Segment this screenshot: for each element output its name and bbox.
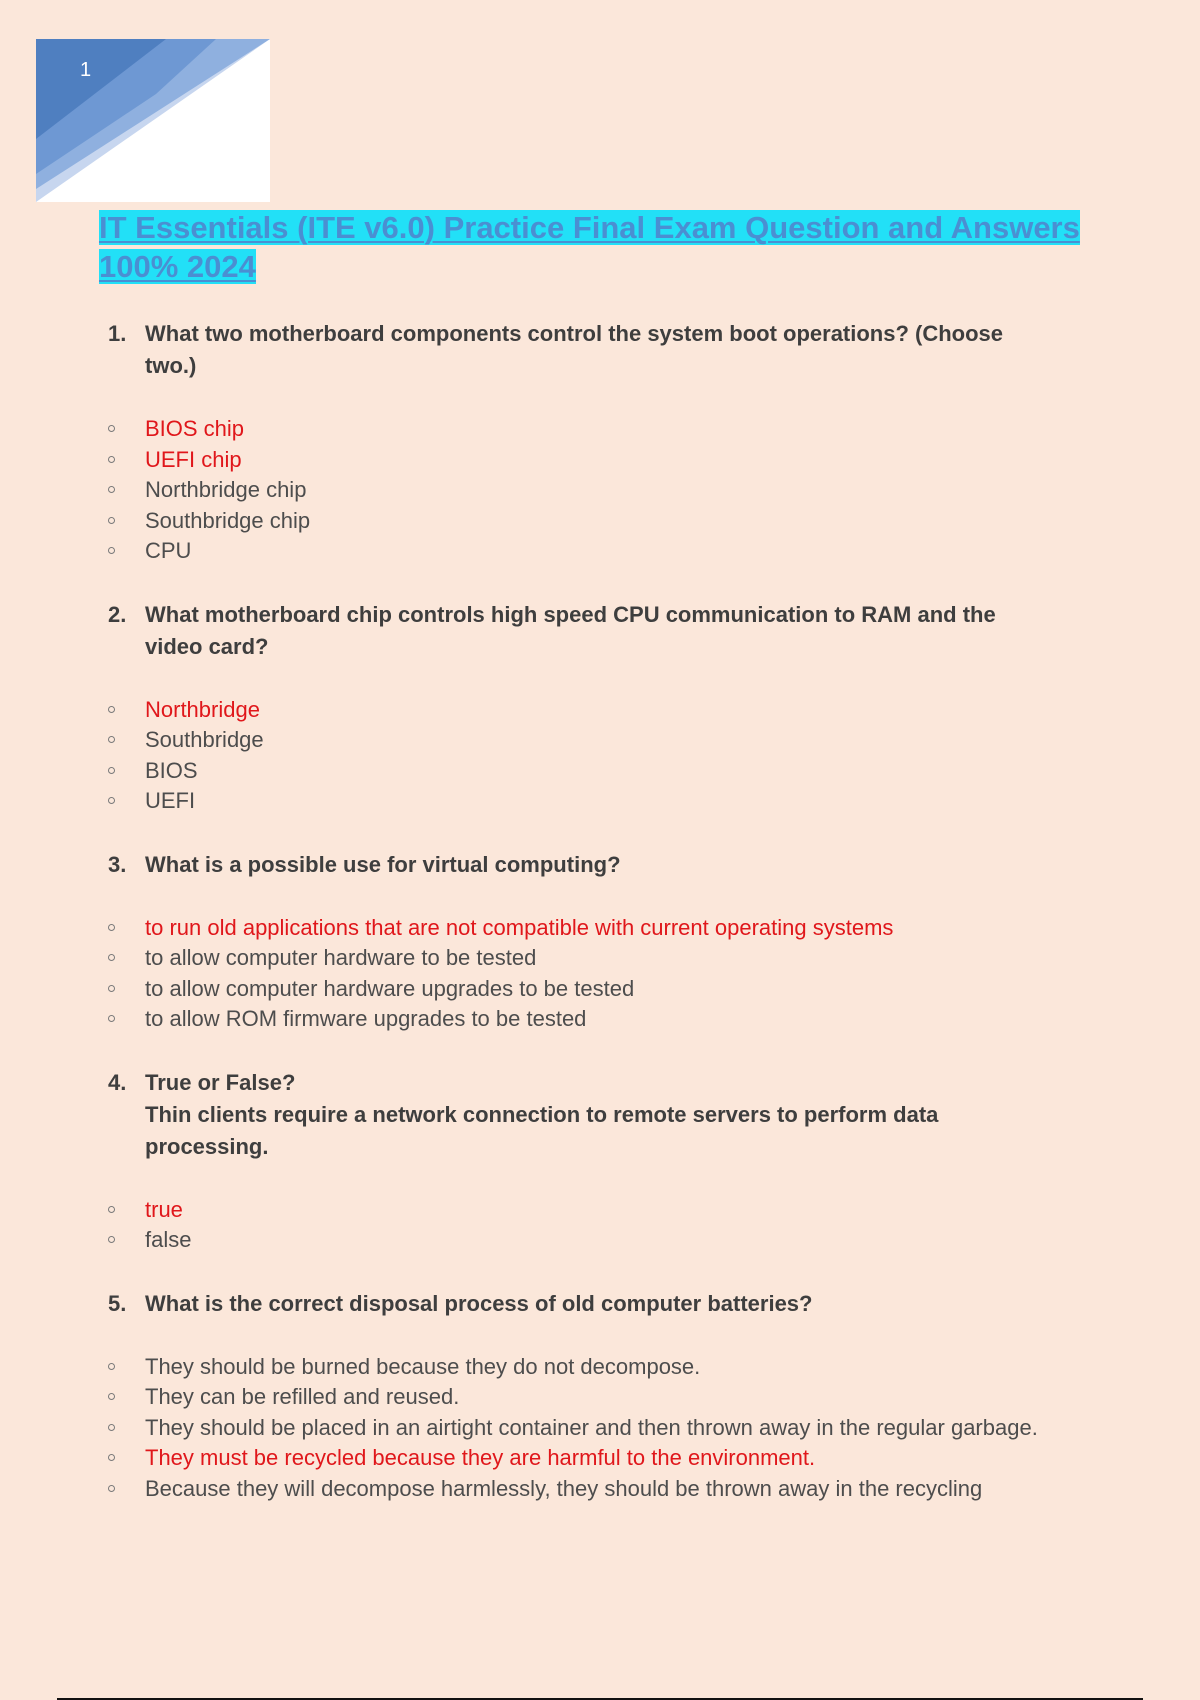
answer-options: [0, 913, 1200, 1035]
circle-bullet-icon: [108, 767, 115, 774]
circle-bullet-icon: [108, 1206, 115, 1213]
question-line: video card?: [145, 633, 269, 659]
circle-bullet-icon: [108, 1015, 115, 1022]
answer-option: false: [0, 1225, 1045, 1256]
answer-option: to allow ROM firmware upgrades to be tested: [0, 1004, 1045, 1035]
answer-option-correct: Northbridge: [0, 695, 1045, 726]
circle-bullet-icon: [108, 517, 115, 524]
question-text: [145, 1288, 1065, 1320]
answer-option: CPU: [0, 536, 1045, 567]
circle-bullet-icon: [108, 1424, 115, 1431]
answer-option-correct: true: [0, 1195, 1045, 1226]
question-line: Thin clients require a network connection to remote servers to perform data: [145, 1101, 939, 1127]
question-line: What is a possible use for virtual computing?: [145, 851, 621, 877]
circle-bullet-icon: [108, 954, 115, 961]
question-line: What motherboard chip controls high speed CPU communication to RAM and the: [145, 601, 996, 627]
answer-option-correct: UEFI chip: [0, 445, 1045, 476]
circle-bullet-icon: [108, 1236, 115, 1243]
question-3: [0, 849, 1200, 1035]
circle-bullet-icon: [108, 985, 115, 992]
answer-options: [0, 695, 1200, 817]
circle-bullet-icon: [108, 1393, 115, 1400]
answer-option: to allow computer hardware upgrades to be tested: [0, 974, 1045, 1005]
question-5: [0, 1288, 1200, 1505]
page-title-text: IT Essentials (ITE v6.0) Practice Final Exam Question and Answers 100% 2024: [99, 210, 1080, 284]
answer-option-correct: to run old applications that are not compatible with current operating systems: [0, 913, 1045, 944]
circle-bullet-icon: [108, 924, 115, 931]
circle-bullet-icon: [108, 736, 115, 743]
answer-option: They can be refilled and reused.: [0, 1382, 1045, 1413]
circle-bullet-icon: [108, 797, 115, 804]
answer-option: Northbridge chip: [0, 475, 1045, 506]
circle-bullet-icon: [108, 425, 115, 432]
question-line: processing.: [145, 1133, 269, 1159]
circle-bullet-icon: [108, 486, 115, 493]
circle-bullet-icon: [108, 1454, 115, 1461]
question-line: What is the correct disposal process of old computer batteries?: [145, 1290, 813, 1316]
question-2: [0, 599, 1200, 817]
question-number: 3.: [108, 851, 127, 877]
answer-option: They should be burned because they do not decompose.: [0, 1352, 1045, 1383]
circle-bullet-icon: [108, 456, 115, 463]
answer-option: to allow computer hardware to be tested: [0, 943, 1045, 974]
answer-options: [0, 1195, 1200, 1256]
question-text: [145, 1067, 1065, 1163]
question-text: [145, 599, 1065, 663]
answer-options: [0, 414, 1200, 567]
question-line: True or False?: [145, 1069, 296, 1095]
page-title: [99, 208, 1129, 286]
circle-bullet-icon: [108, 1363, 115, 1370]
question-number: 4.: [108, 1069, 127, 1095]
question-list: [0, 318, 1200, 1504]
page-corner-graphic: [36, 39, 270, 202]
question-1: [0, 318, 1200, 567]
circle-bullet-icon: [108, 706, 115, 713]
answer-option: Because they will decompose harmlessly, they should be thrown away in the recycling: [0, 1474, 1045, 1505]
page-number: 1: [80, 59, 92, 81]
answer-option: Southbridge chip: [0, 506, 1045, 537]
answer-option: Southbridge: [0, 725, 1045, 756]
answer-options: [0, 1352, 1200, 1505]
answer-option: BIOS: [0, 756, 1045, 787]
answer-option: They should be placed in an airtight container and then thrown away in the regular garbage.: [0, 1413, 1045, 1444]
circle-bullet-icon: [108, 1485, 115, 1492]
answer-option: UEFI: [0, 786, 1045, 817]
answer-option-correct: BIOS chip: [0, 414, 1045, 445]
question-text: [145, 849, 1065, 881]
question-number: 1.: [108, 321, 127, 346]
question-line: What two motherboard components control the system boot operations? (Choose: [145, 321, 1004, 346]
question-number: 5.: [108, 1290, 127, 1316]
question-number: 2.: [108, 601, 127, 627]
question-4: [0, 1067, 1200, 1256]
question-line: two.): [145, 353, 197, 378]
answer-option-correct: They must be recycled because they are harmful to the environment.: [0, 1443, 1045, 1474]
circle-bullet-icon: [108, 547, 115, 554]
question-text: [145, 318, 1065, 382]
